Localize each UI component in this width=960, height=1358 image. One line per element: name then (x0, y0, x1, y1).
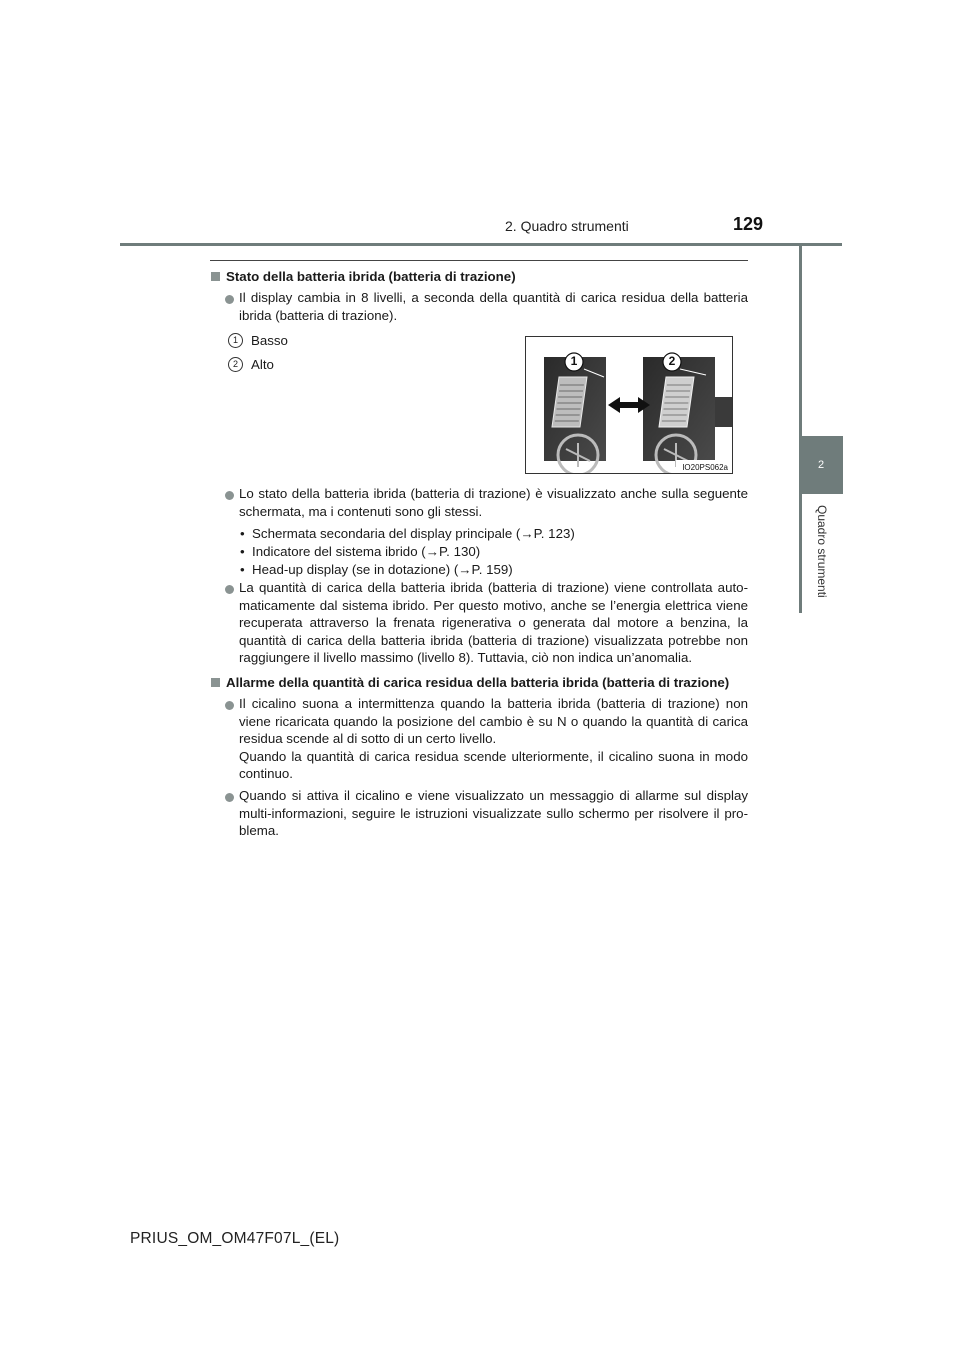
figure-code: IO20PS062a (682, 463, 728, 472)
header-section-title: 2. Quadro strumenti (505, 218, 629, 234)
section2-bullet1 (239, 695, 748, 783)
round-bullet-icon (225, 585, 234, 594)
square-bullet-icon (211, 678, 220, 687)
round-bullet-icon (225, 793, 234, 802)
square-bullet-icon (211, 272, 220, 281)
side-tab-rule (799, 246, 802, 613)
round-bullet-icon (225, 491, 234, 500)
side-tab-label: Quadro strumenti (815, 505, 829, 598)
section1-heading: Stato della batteria ibrida (batteria di trazione) (211, 269, 516, 284)
sub-item-3: • Head-up display (se in dotazione) (→P. 159) (240, 562, 513, 577)
round-bullet-icon (225, 701, 234, 710)
battery-gauge-illustration (526, 337, 732, 473)
legend-num-1: 1 (228, 333, 243, 348)
legend-label-low: Basso (251, 333, 288, 348)
page-number: 129 (733, 214, 764, 234)
header-divider (120, 243, 842, 246)
section1-bullet3: La quantità di carica della batteria ibrida (batteria di trazione) viene controllata automaticamente dal sistema ibrido. Per questo motivo, anche se l’energia elettrica viene recuperata attraverso la frenata rigenerativa o generata dal motore a benzina, la quantità di carica della batteria ibrida (batteria di trazione) visualizzata potrebbe non raggiungere il livello massimo (livello 8). Tuttavia, ciò non indica un’anomalia. (239, 580, 748, 665)
round-bullet-icon (225, 295, 234, 304)
battery-display-figure (525, 336, 733, 474)
legend-label-high: Alto (251, 357, 274, 372)
section2-bullet1-para2: Quando la quantità di carica residua scende ulteriormente, il cicalino suona in modo continuo. (239, 748, 748, 781)
section2-bullet2: Quando si attiva il cicalino e viene visualizzato un messaggio di allarme sul display multi-informazioni, seguire le istruzioni visualizzate sullo schermo per risolvere il problema. (239, 788, 748, 838)
section1-bullet1: Il display cambia in 8 livelli, a seconda della quantità di carica residua della batteria ibrida (batteria di trazione). (239, 290, 748, 323)
legend-num-2: 2 (228, 357, 243, 372)
footer-document-code: PRIUS_OM_OM47F07L_(EL) (130, 1230, 340, 1247)
figure-callout-1: 1 (570, 354, 578, 368)
section2-heading: Allarme della quantità di carica residua della batteria ibrida (batteria di trazione) (211, 675, 729, 690)
sub-item-1: • Schermata secondaria del display principale (→P. 123) (240, 526, 575, 541)
section-rule (210, 260, 748, 261)
side-tab-number: 2 (799, 436, 843, 494)
section2-bullet1-para1: Il cicalino suona a intermittenza quando la batteria ibrida (batteria di trazione) non viene ricaricata quando la posizione del cambio è su N o quando la quantità di carica residua scende al di sotto di un certo livello. (239, 696, 748, 746)
sub-item-2: • Indicatore del sistema ibrido (→P. 130) (240, 544, 481, 559)
section1-bullet2: Lo stato della batteria ibrida (batteria di trazione) è visualizzato anche sulla seguente schermata, ma i contenuti sono gli stessi. (239, 486, 748, 519)
figure-callout-2: 2 (668, 354, 676, 368)
